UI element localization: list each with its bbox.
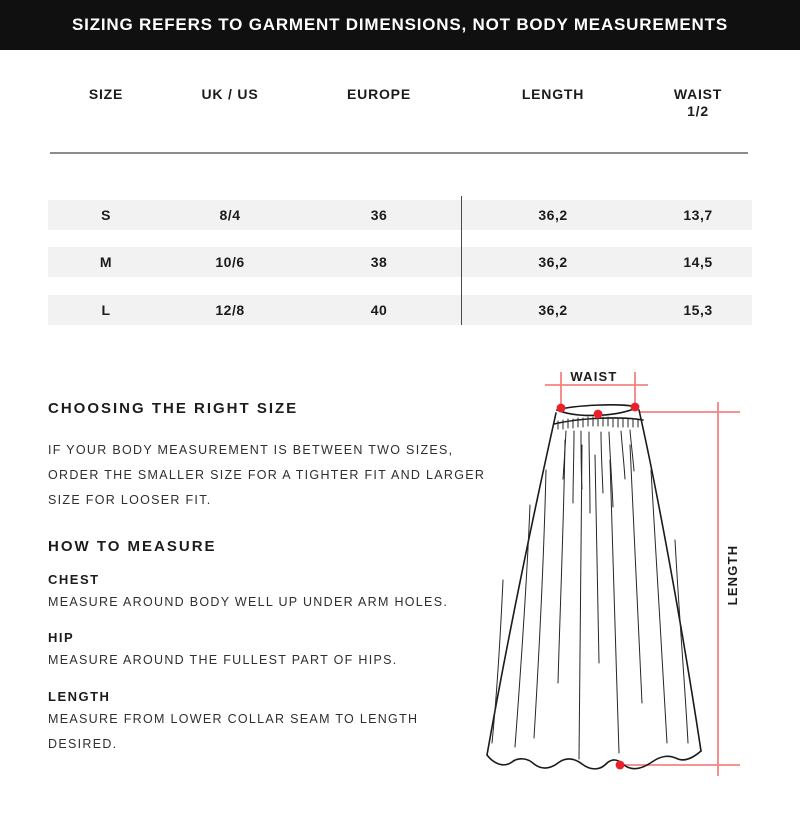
cell-europe: 38 — [370, 254, 388, 270]
notice-banner — [0, 0, 800, 50]
waist-center-dot — [594, 410, 603, 419]
table-row-l — [48, 295, 752, 325]
how-to-measure-title: HOW TO MEASURE — [48, 538, 217, 555]
waist-right-dot — [631, 403, 640, 412]
column-header-length: LENGTH — [521, 86, 585, 102]
cell-size: S — [101, 207, 111, 223]
measure-length-label: LENGTH — [48, 689, 111, 704]
skirt-diagram-svg — [470, 355, 800, 823]
measure-hip-label: HIP — [48, 630, 75, 645]
waistband-top-edge — [557, 405, 638, 410]
cell-uk-us: 12/8 — [215, 302, 245, 318]
skirt-left-edge — [487, 413, 556, 755]
cell-uk-us: 8/4 — [219, 207, 241, 223]
column-header-waist — [644, 86, 752, 120]
column-header-europe: EUROPE — [347, 86, 411, 102]
column-header-waist-line1: WAIST — [673, 86, 723, 102]
gather-folds — [563, 430, 634, 513]
table-row-m — [48, 247, 752, 277]
notice-banner-text: SIZING REFERS TO GARMENT DIMENSIONS, NOT BODY MEASUREMENTS — [72, 15, 728, 34]
cell-size: M — [99, 254, 113, 270]
measure-length-text: MEASURE FROM LOWER COLLAR SEAM TO LENGTH DESIRED. — [48, 712, 419, 751]
skirt-right-edge — [639, 410, 701, 751]
column-header-waist-line2: 1/2 — [687, 103, 709, 119]
cell-length: 36,2 — [538, 254, 568, 270]
choosing-size-text: IF YOUR BODY MEASUREMENT IS BETWEEN TWO SIZES, ORDER THE SMALLER SIZE FOR A TIGHTER FIT AND LARGER SIZE FOR LOOSER FIT. — [48, 443, 486, 507]
cell-waist: 13,7 — [683, 207, 713, 223]
cell-waist: 14,5 — [683, 254, 713, 270]
measure-chest-text: MEASURE AROUND BODY WELL UP UNDER ARM HOLES. — [48, 595, 449, 609]
waist-diagram-label: WAIST — [570, 369, 618, 384]
length-diagram-label: LENGTH — [725, 544, 740, 606]
cell-size: L — [101, 302, 111, 318]
hem-dot — [616, 761, 625, 770]
header-divider-line — [50, 152, 748, 154]
skirt-hem-line — [487, 751, 701, 769]
column-header-size: SIZE — [88, 86, 124, 102]
table-row-s — [48, 200, 752, 230]
cell-length: 36,2 — [538, 207, 568, 223]
measure-chest-label: CHEST — [48, 572, 100, 587]
cell-europe: 40 — [370, 302, 388, 318]
measure-hip-text: MEASURE AROUND THE FULLEST PART OF HIPS. — [48, 653, 398, 667]
table-vertical-divider — [461, 196, 462, 325]
skirt-outline — [487, 405, 701, 769]
cell-length: 36,2 — [538, 302, 568, 318]
cell-waist: 15,3 — [683, 302, 713, 318]
waist-left-dot — [557, 404, 566, 413]
cell-europe: 36 — [370, 207, 388, 223]
column-header-uk-us: UK / US — [201, 86, 259, 102]
skirt-measurement-diagram — [470, 355, 800, 823]
cell-uk-us: 10/6 — [215, 254, 245, 270]
choosing-size-title: CHOOSING THE RIGHT SIZE — [48, 400, 299, 417]
size-table-header — [48, 86, 752, 120]
